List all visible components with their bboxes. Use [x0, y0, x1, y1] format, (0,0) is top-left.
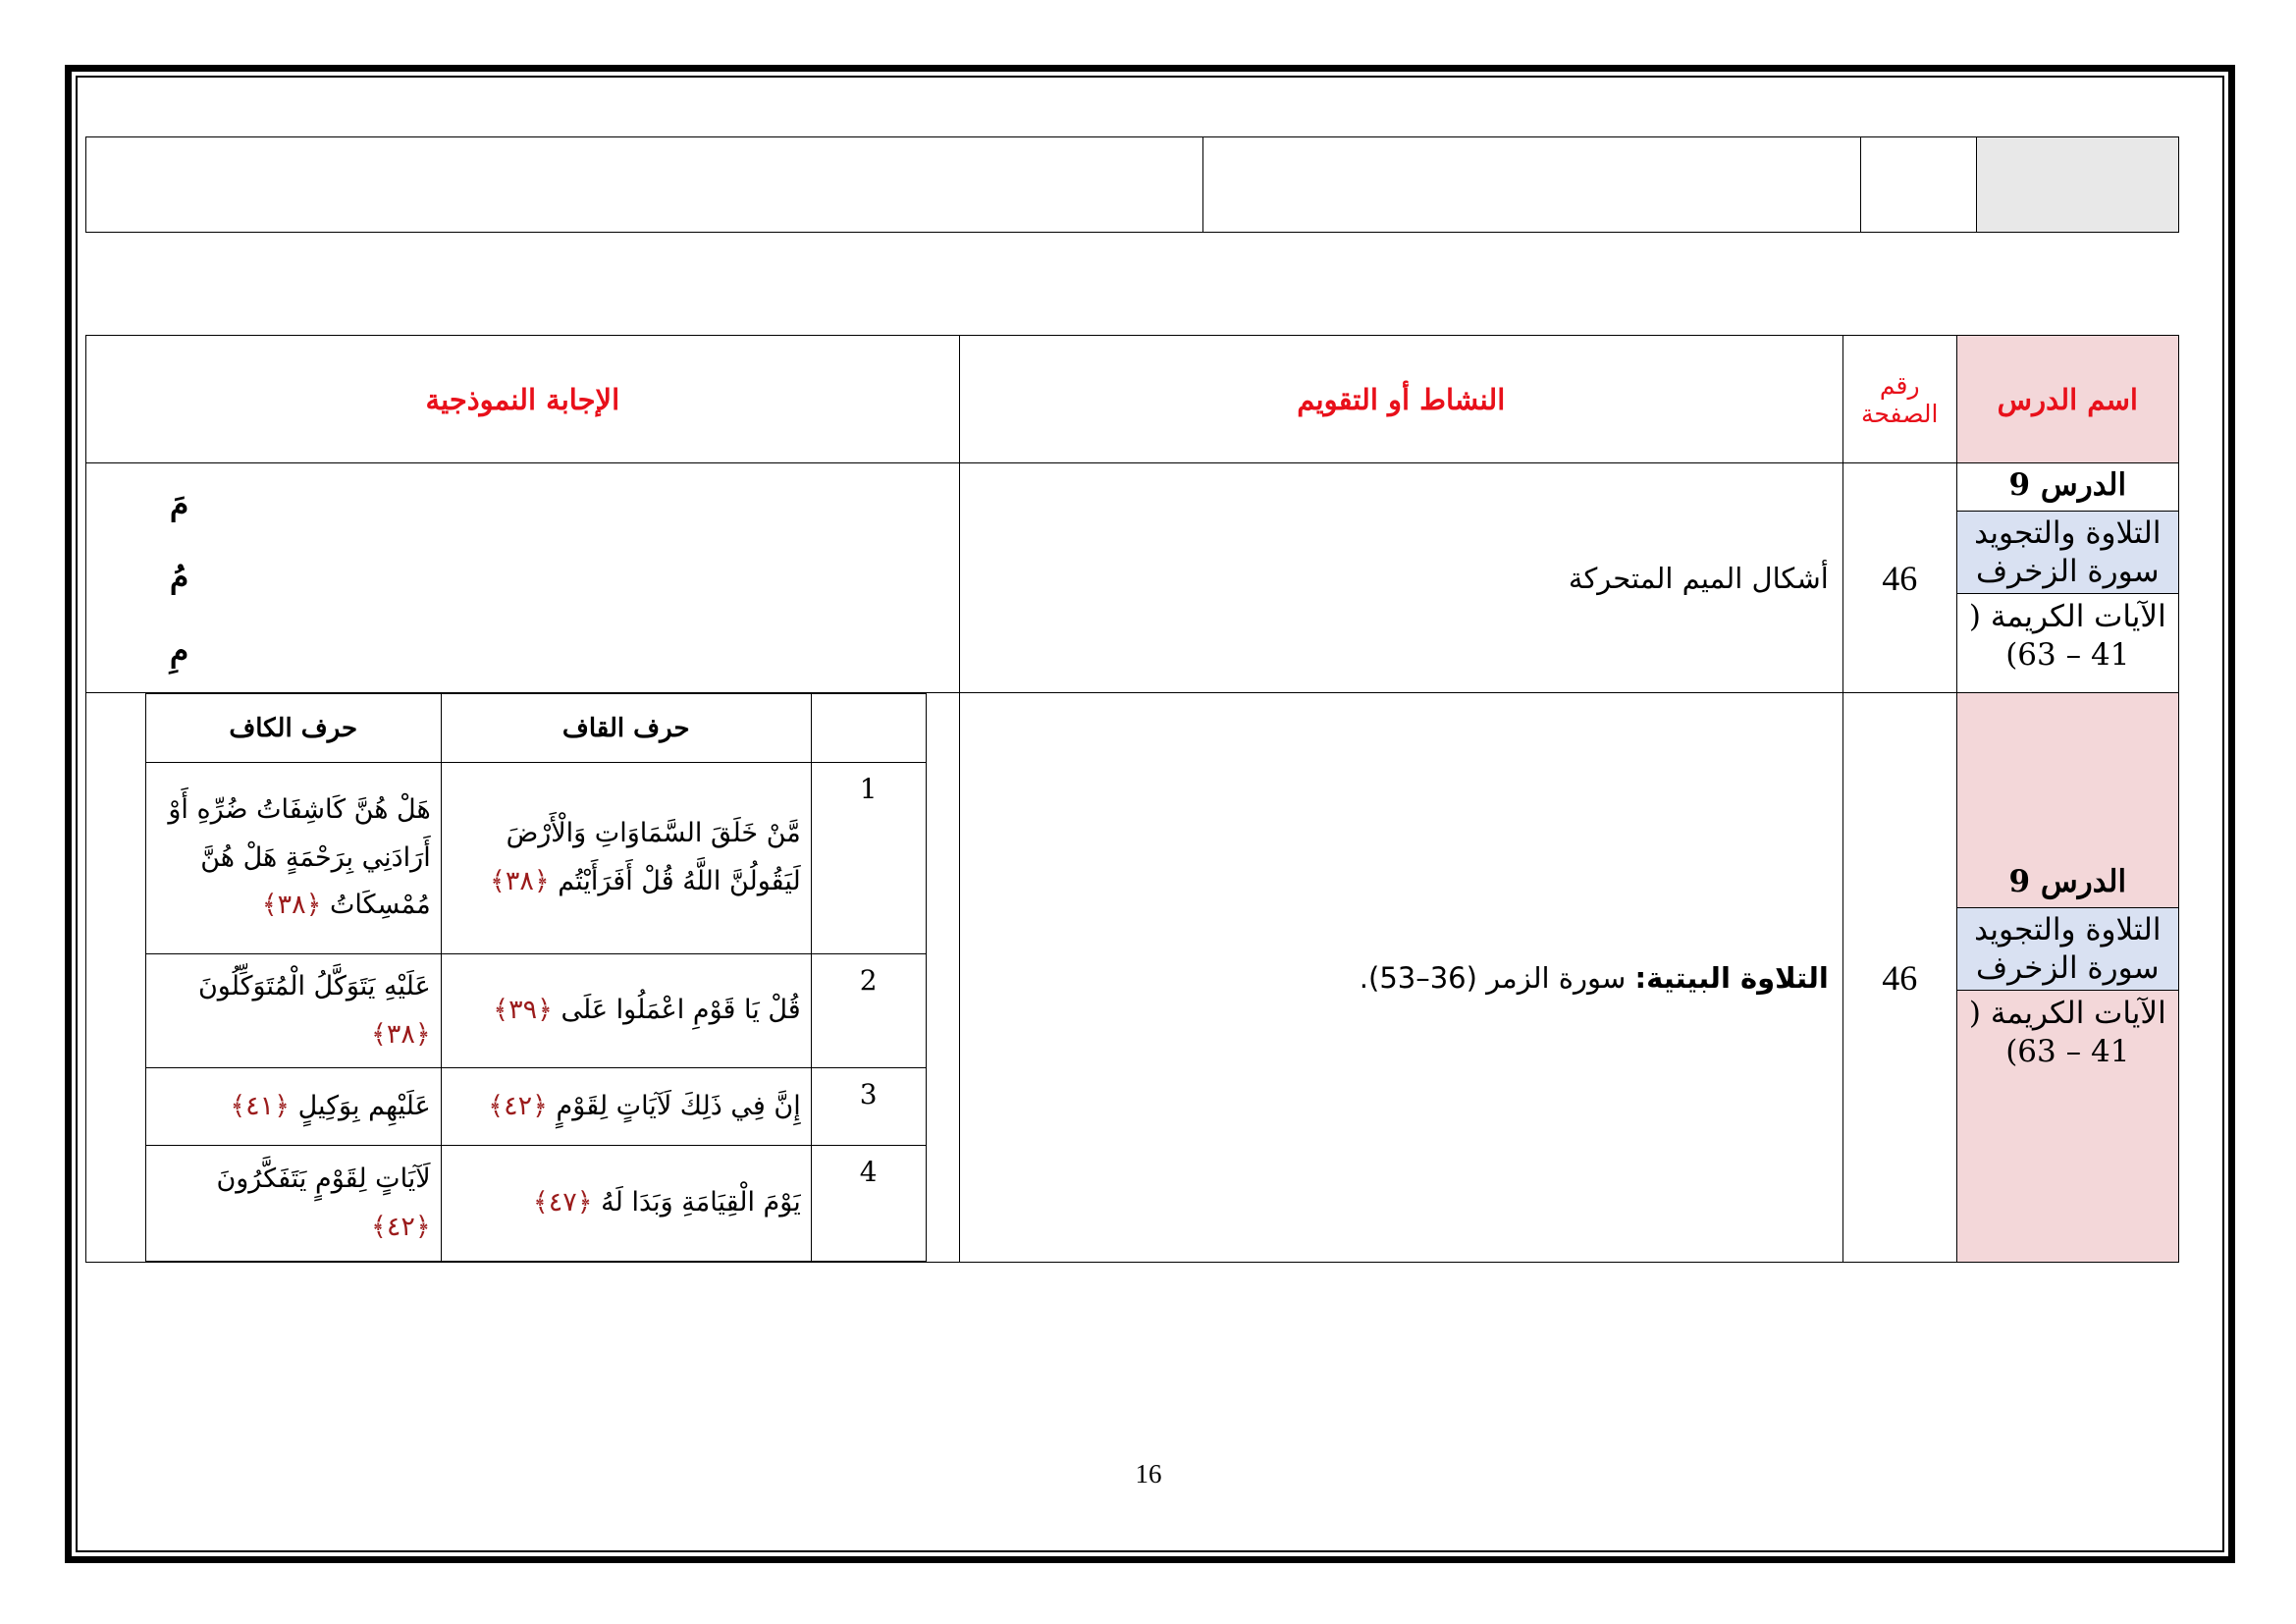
kaf-verse: [145, 763, 441, 954]
verse-text: عَلَيْهِ يَتَوَكَّلُ الْمُتَوَكِّلُونَ: [197, 970, 431, 1001]
lesson-name-header: اسم الدرس: [1956, 336, 2178, 463]
answer-cell: [86, 693, 960, 1263]
ayah-number: ﴿٣٨﴾: [490, 866, 550, 896]
lesson-title: التلاوة والتجويد سورة الزخرف: [1957, 511, 2178, 595]
ayah-number: ﴿٣٨﴾: [261, 890, 322, 921]
page-number-cell: 46: [1842, 693, 1956, 1263]
answer-line: مُ: [170, 560, 189, 596]
activity-header: النشاط أو التقويم: [959, 336, 1842, 463]
qaf-verse: [441, 763, 811, 954]
table-header-row: [86, 336, 2179, 463]
qaf-verse: [441, 1068, 811, 1146]
ayah-number: ﴿٤١﴾: [230, 1090, 291, 1121]
ayah-number: ﴿٣٩﴾: [493, 995, 553, 1026]
table-row: [86, 463, 2179, 693]
answer-num: 4: [811, 1146, 926, 1262]
answer-row: [145, 763, 926, 954]
answer-table: [145, 693, 927, 1262]
lesson-cell: [1956, 463, 2178, 693]
header-cell-3: [1860, 137, 1977, 233]
page-number-header: رقم الصفحة: [1842, 336, 1956, 463]
header-cell-4: [1977, 137, 2179, 233]
answer-list: [86, 468, 959, 687]
answer-row: [145, 1146, 926, 1262]
answer-num: 3: [811, 1068, 926, 1146]
verse-text: هَلْ هُنَّ كَاشِفَاتُ ضُرِّهِ أَوْ أَرَادَنِي بِرَحْمَةٍ هَلْ هُنَّ مُمْسِكَاتُ: [168, 794, 431, 921]
header-table: [85, 136, 2179, 233]
answer-line: مِ: [170, 632, 189, 669]
model-answer-header: الإجابة النموذجية: [86, 336, 960, 463]
activity-text: سورة الزمر (36–53).: [1359, 960, 1635, 995]
answer-col-kaf: حرف الكاف: [145, 694, 441, 763]
answer-num: 1: [811, 763, 926, 954]
answer-cell: [86, 463, 960, 693]
lesson-cell: [1956, 693, 2178, 1263]
lesson-verses: الآيات الكريمة ( 41 – 63): [1968, 599, 2166, 673]
lesson-table: [85, 335, 2179, 1263]
lesson-title: التلاوة والتجويد سورة الزخرف: [1957, 907, 2178, 992]
header-cell-2: [1203, 137, 1860, 233]
verse-text: يَوْمَ الْقِيَامَةِ وَبَدَا لَهُ: [601, 1187, 801, 1218]
answer-line: مَ: [170, 486, 189, 522]
verse-text: عَلَيْهِم بِوَكِيلٍ: [297, 1090, 431, 1121]
qaf-verse: [441, 954, 811, 1068]
kaf-verse: [145, 1146, 441, 1262]
verse-text: مَّنْ خَلَقَ السَّمَاوَاتِ وَالْأَرْضَ لَيَقُولُنَّ اللَّهُ قُلْ أَفَرَأَيْتُم: [506, 818, 801, 896]
answer-num: 2: [811, 954, 926, 1068]
ayah-number: ﴿٣٨﴾: [371, 1018, 431, 1050]
activity-cell: [959, 693, 1842, 1263]
kaf-verse: [145, 954, 441, 1068]
answer-col-qaf: حرف القاف: [441, 694, 811, 763]
verse-text: قُلْ يَا قَوْمِ اعْمَلُوا عَلَى: [561, 995, 801, 1026]
lesson-number: الدرس 9: [2008, 864, 2127, 899]
header-cell-1: [86, 137, 1203, 233]
activity-label: التلاوة البيتية:: [1634, 960, 1829, 995]
kaf-verse: [145, 1068, 441, 1146]
lesson-verses: الآيات الكريمة ( 41 – 63): [1968, 996, 2166, 1069]
answer-row: [145, 1068, 926, 1146]
ayah-number: ﴿٤٧﴾: [532, 1187, 593, 1218]
activity-cell: أشكال الميم المتحركة: [959, 463, 1842, 693]
verse-text: إِنَّ فِي ذَلِكَ لَآيَاتٍ لِقَوْمٍ: [556, 1090, 801, 1121]
lesson-number: الدرس 9: [2008, 467, 2127, 503]
table-row: [86, 693, 2179, 1263]
page-number-cell: 46: [1842, 463, 1956, 693]
answer-row: [145, 954, 926, 1068]
verse-text: لَآيَاتٍ لِقَوْمٍ يَتَفَكَّرُونَ: [216, 1163, 431, 1194]
page-number: 16: [1135, 1459, 1162, 1489]
answer-col-num: [811, 694, 926, 763]
answer-table-header: [145, 694, 926, 763]
qaf-verse: [441, 1146, 811, 1262]
ayah-number: ﴿٤٢﴾: [371, 1211, 431, 1242]
ayah-number: ﴿٤٢﴾: [488, 1090, 548, 1121]
